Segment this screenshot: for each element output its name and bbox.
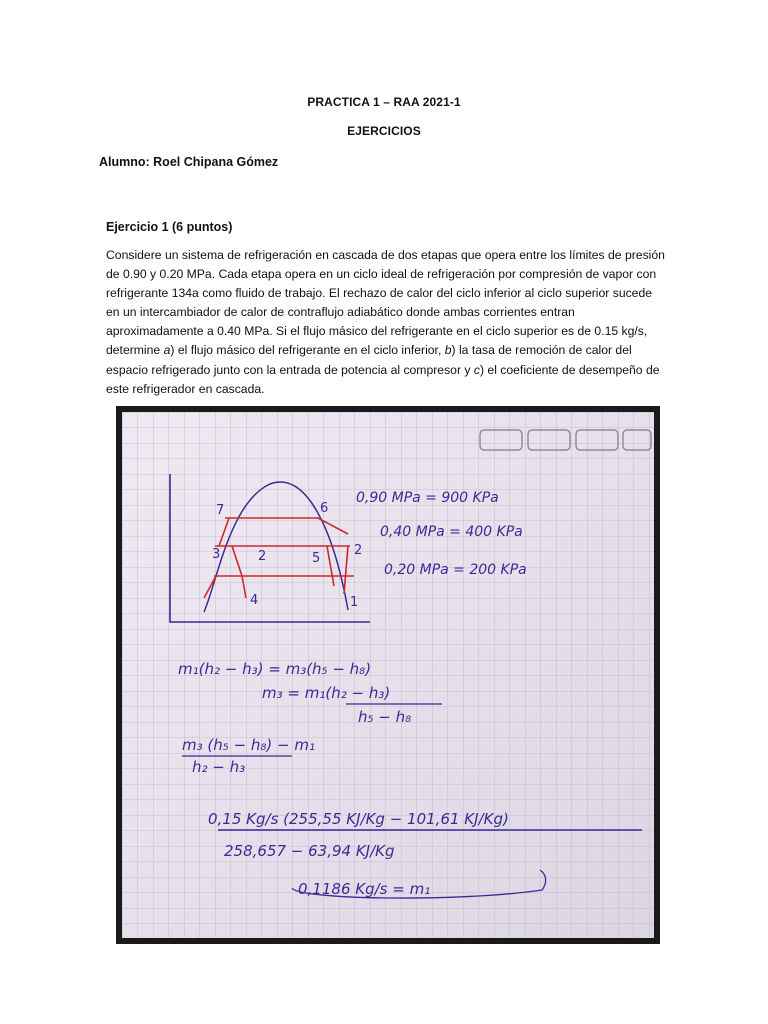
exercise-statement <box>106 246 666 399</box>
part-a-text: ) el flujo másico del refrigerante en el ciclo inferior, <box>170 343 445 358</box>
state-2b: 2 <box>354 543 363 558</box>
mass-flow-expr: m₃ = m₁(h₂ − h₃) <box>262 684 391 702</box>
pressure-low: 0,20 MPa = 200 KPa <box>384 562 527 578</box>
page-title: PRACTICA 1 – RAA 2021-1 <box>307 95 461 109</box>
section-title: EJERCICIOS <box>347 124 421 138</box>
pressure-high: 0,90 MPa = 900 KPa <box>356 490 499 506</box>
rearranged-denominator: h₂ − h₃ <box>192 758 246 776</box>
state-3: 3 <box>212 547 221 562</box>
calc-numerator: 0,15 Kg/s (255,55 KJ/Kg − 101,61 KJ/Kg) <box>208 810 509 828</box>
energy-balance: m₁(h₂ − h₃) = m₃(h₅ − h₈) <box>178 660 372 678</box>
handwritten-solution-photo <box>116 406 660 944</box>
calc-result: 0,1186 Kg/s = m₁ <box>298 880 431 898</box>
part-b-text: ) la tasa de remoción de calor del espacio refrigerado junto con la entrada de potencia al compresor y <box>106 343 632 377</box>
rearranged-expr: m₃ (h₅ − h₈) − m₁ <box>182 736 315 754</box>
part-c-label: c <box>473 362 480 377</box>
student-name: Alumno: Roel Chipana Gómez <box>99 155 279 169</box>
part-a-label: a <box>163 343 171 358</box>
state-6: 6 <box>320 501 329 516</box>
part-c-text: ) el coeficiente de desempeño de este refrigerador en cascada. <box>106 362 660 396</box>
state-7: 7 <box>216 503 225 518</box>
pressure-mid: 0,40 MPa = 400 KPa <box>380 524 523 540</box>
part-b-label: b <box>444 343 452 358</box>
calc-denominator: 258,657 − 63,94 KJ/Kg <box>224 842 395 860</box>
state-4: 4 <box>250 593 259 608</box>
statement-intro: Considere un sistema de refrigeración en cascada de dos etapas que opera entre los límites de presión de 0.90 y 0.20 MPa. Cada etapa opera en un ciclo ideal de refrigeración por compresión de vapor con refrigerante 134a como fluido de trabajo. El rechazo de calor del ciclo inferior al ciclo superior sucede en un intercambiador de calor de contraflujo adiabático donde ambas corrientes entran aproximadamente a 0.40 MPa. Si el flujo másico del refrigerante en el ciclo superior es de 0.15 kg/s, determine <box>106 248 665 358</box>
mass-flow-denominator: h₅ − h₈ <box>358 708 412 726</box>
exercise-heading: Ejercicio 1 (6 puntos) <box>106 220 233 234</box>
state-2a: 2 <box>258 549 267 564</box>
state-1: 1 <box>350 595 359 610</box>
notebook-page <box>122 412 654 938</box>
state-5: 5 <box>312 551 321 566</box>
